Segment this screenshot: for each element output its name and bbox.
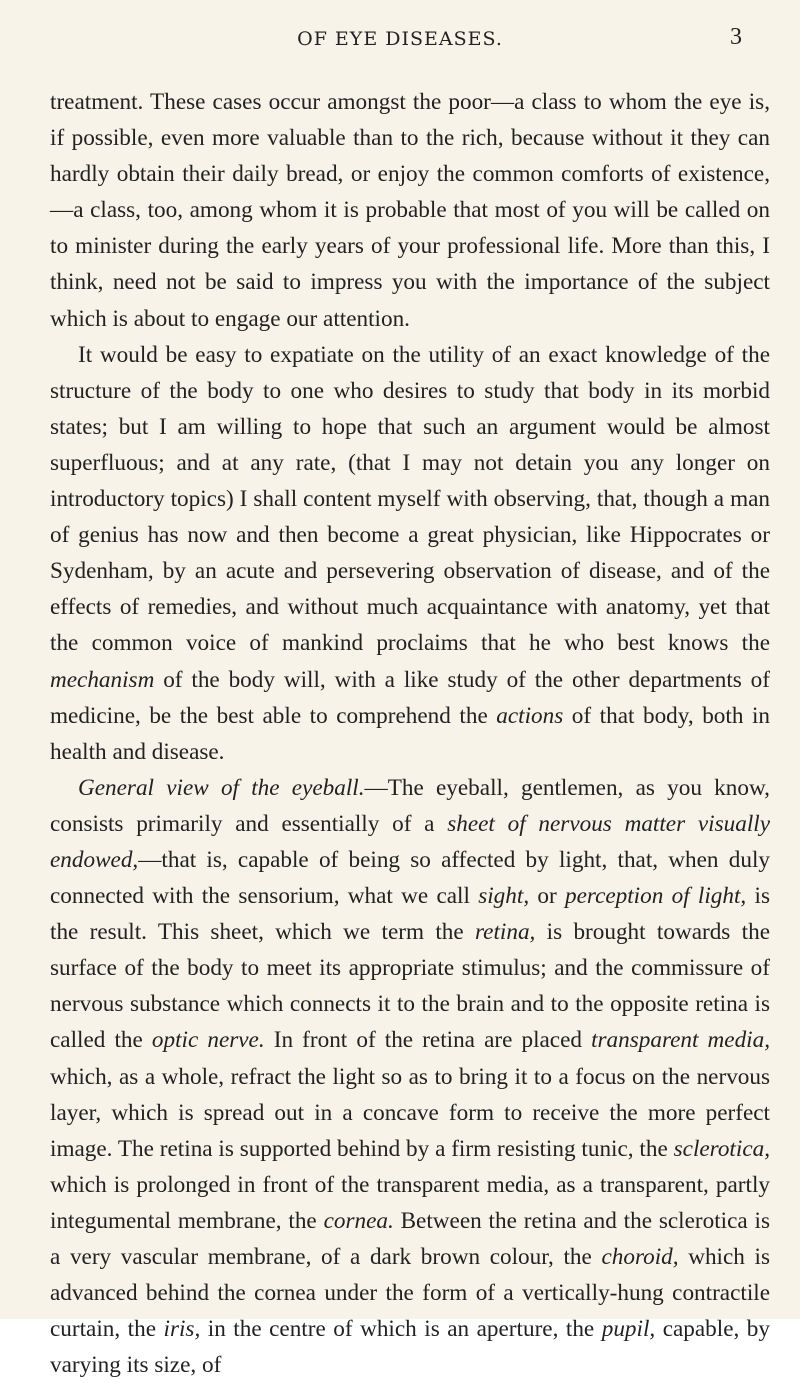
text-run: which is advanced behind the cornea under the form of a vertically-hung contractile curtain, the	[50, 1244, 770, 1343]
italic-term: pupil,	[601, 1316, 656, 1343]
text-run: It would be easy to expatiate on the utility of an exact knowledge of the structure of the body to one who desires to study that body in its morbid states; but I am willing to hope that such an argument would be almost superfluous; and at any rate, (that I may not detain you any longer on introductory topics) I shall content myself with observing, that, though a man of genius has now and then become a great physician, like Hippocrates or Sydenham, by an acute and persevering observation of disease, and of the effects of remedies, and without much acquaintance with anatomy, yet that the common voice of mankind proclaims that he who best knows the	[50, 341, 770, 657]
italic-term: sheet of nervous matter visually endowed,	[50, 810, 770, 873]
paragraph-3	[50, 770, 770, 1383]
italic-term: sight,	[478, 883, 530, 910]
text-run: is the result. This sheet, which we term the	[50, 883, 770, 946]
italic-term: transparent media,	[591, 1027, 771, 1054]
italic-term: optic nerve.	[151, 1027, 265, 1054]
text-run: is brought towards the surface of the body to meet its appropriate stimulus; and the commissure of nervous substance which connects it to the brain and to the opposite retina is called the	[50, 919, 770, 1054]
italic-term: retina,	[475, 919, 536, 946]
italic-term: sclerotica,	[673, 1135, 770, 1162]
text-run: of the body will, with a like study of the other departments of medicine, be the best able to comprehend the	[50, 666, 770, 729]
text-run: which is prolonged in front of the transparent media, as a transparent, partly integumental membrane, the	[50, 1171, 770, 1234]
paragraph-2	[50, 337, 770, 770]
italic-term: actions	[496, 702, 564, 729]
text-run: or	[529, 883, 566, 910]
italic-term: mechanism	[50, 666, 155, 693]
body-text	[50, 84, 770, 1383]
italic-term: iris,	[163, 1316, 201, 1343]
section-heading: General view of the eyeball.	[78, 774, 365, 801]
text-run: —that is, capable of being so affected by light, that, when duly connected with the sensorium, what we call	[50, 846, 770, 910]
text-run: In front of the retina are placed	[264, 1027, 592, 1054]
text-run: in the centre of which is an aperture, the	[200, 1316, 602, 1343]
page-number: 3	[730, 24, 742, 50]
text-run: —The eyeball, gentlemen, as you know, consists primarily and essentially of a	[50, 774, 770, 837]
paragraph-1: treatment. These cases occur amongst the poor—a class to whom the eye is, if possible, even more valuable than to the rich, because without it they can hardly obtain their daily bread, or enjoy the common comforts of existence,—a class, too, among whom it is probable that most of you will be called on to minister during the early years of your professional life. More than this, I think, need not be said to impress you with the importance of the subject which is about to engage our attention.	[50, 89, 770, 332]
running-title: OF EYE DISEASES.	[297, 28, 503, 50]
italic-term: cornea.	[323, 1207, 394, 1234]
italic-term: choroid,	[601, 1244, 679, 1270]
text-run: capable, by varying its size, of	[50, 1316, 770, 1379]
text-run: of that body, both in health and disease.	[50, 702, 770, 765]
text-run: which, as a whole, refract the light so as to bring it to a focus on the nervous layer, which is spread out in a concave form to receive the more perfect image. The retina is supported behind by a firm resisting tunic, the	[50, 1063, 770, 1162]
text-run: Between the retina and the sclerotica is a very vascular membrane, of a dark brown colour, the	[50, 1207, 770, 1270]
italic-term: perception of light,	[565, 883, 747, 910]
